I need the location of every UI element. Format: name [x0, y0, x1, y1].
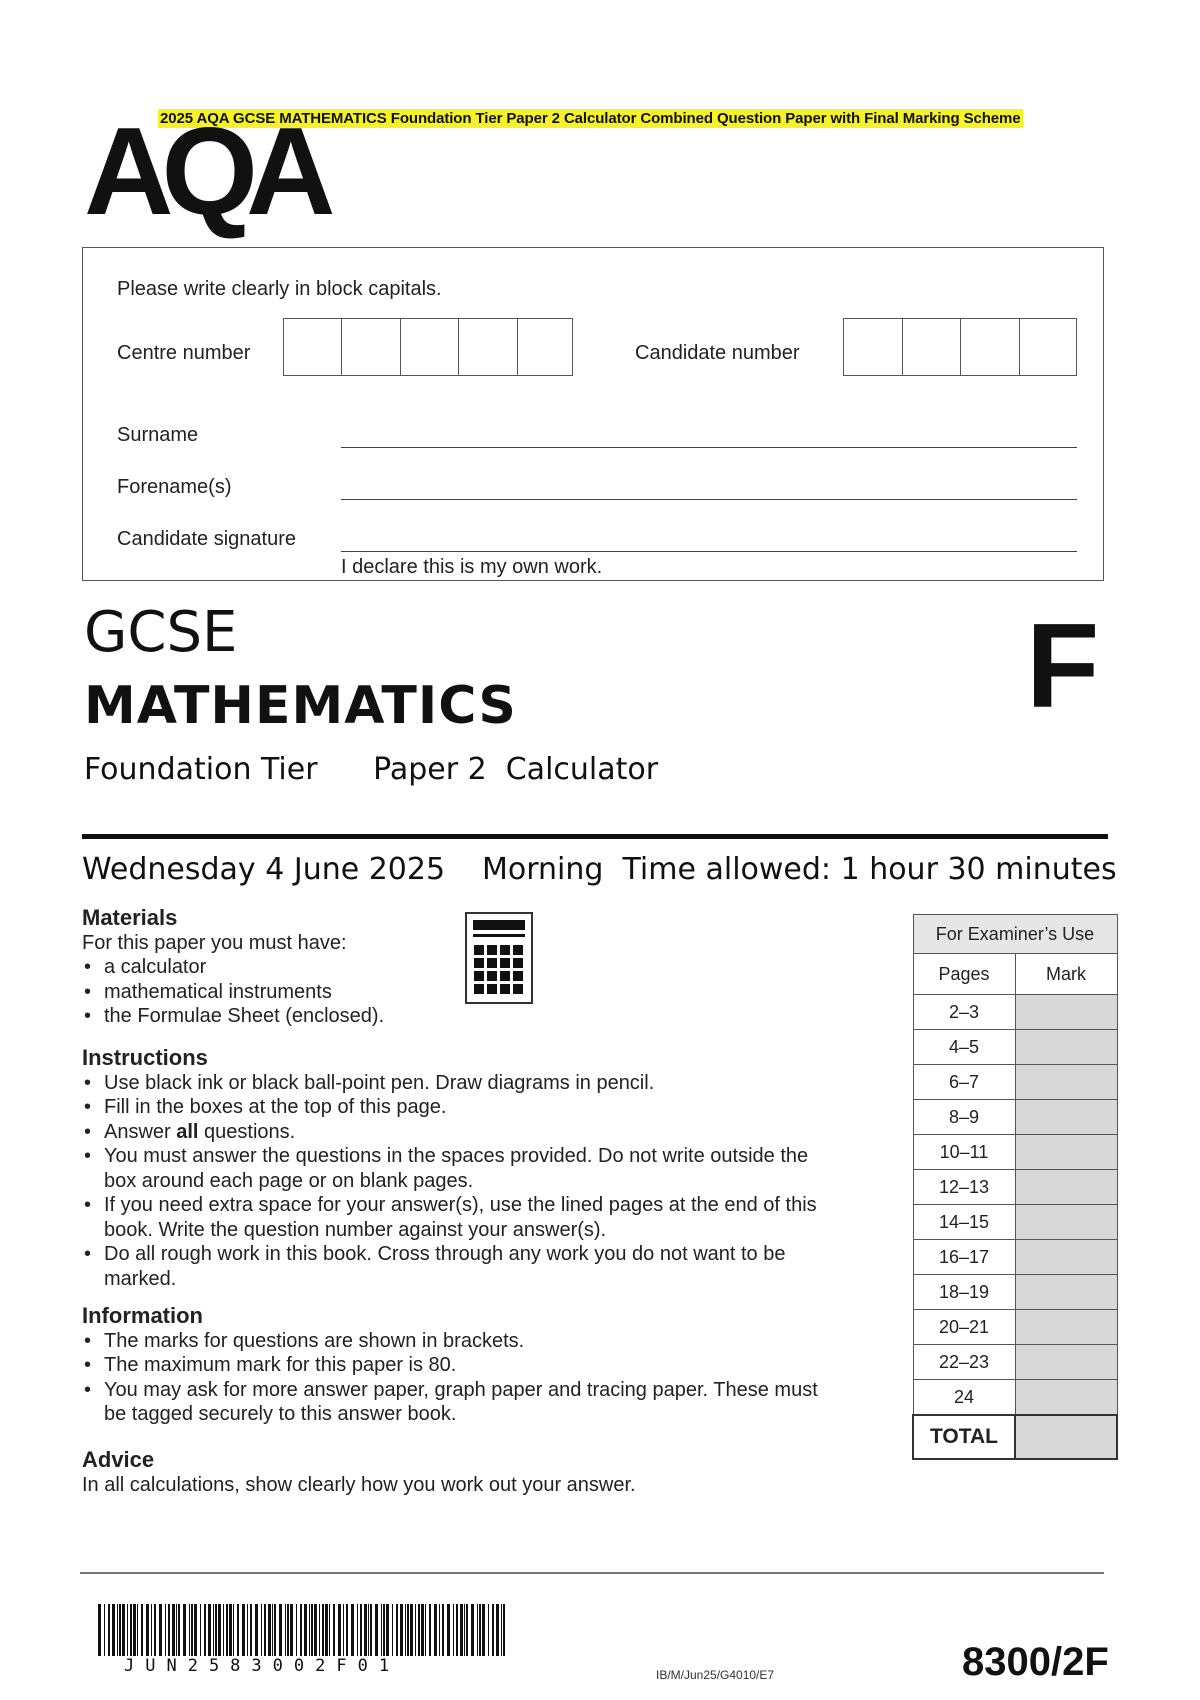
tier-paper-line — [84, 752, 704, 787]
declaration-text: I declare this is my own work. — [341, 556, 603, 578]
mark-cell — [1015, 1030, 1117, 1065]
materials-title: Materials — [82, 905, 178, 930]
qualification-title: GCSE — [84, 600, 238, 665]
instruction-item: • Answer all questions. — [82, 1120, 842, 1145]
mark-cell — [1015, 1310, 1117, 1345]
centre-number-cell[interactable] — [342, 319, 400, 375]
materials-intro: For this paper you must have: — [82, 931, 347, 954]
pages-cell: 22–23 — [913, 1345, 1015, 1380]
advice-section — [82, 1448, 842, 1497]
title-divider — [82, 834, 1108, 839]
examiner-use-table — [912, 914, 1118, 1460]
barcode-text: JUN2583002F01 — [124, 1656, 401, 1676]
aqa-logo: AQA — [84, 103, 324, 241]
candidate-details-box — [82, 247, 1104, 581]
total-mark-cell — [1015, 1415, 1117, 1459]
materials-item: • the Formulae Sheet (enclosed). — [82, 1004, 842, 1029]
subject-title: MATHEMATICS — [84, 676, 517, 736]
session-line — [82, 852, 1117, 887]
mark-cell — [1015, 1240, 1117, 1275]
candidate-number-cell[interactable] — [961, 319, 1020, 375]
tier-letter: F — [1026, 599, 1100, 733]
forenames-line[interactable] — [341, 499, 1077, 500]
pages-cell: 20–21 — [913, 1310, 1015, 1345]
materials-item: • mathematical instruments — [82, 980, 842, 1005]
instruction-item: • Do all rough work in this book. Cross through any work you do not want to be marked. — [82, 1242, 842, 1291]
mark-cell — [1015, 995, 1117, 1030]
materials-section — [82, 906, 842, 1029]
mark-cell — [1015, 1170, 1117, 1205]
examiner-table-title: For Examiner’s Use — [913, 915, 1117, 954]
pages-cell: 6–7 — [913, 1065, 1015, 1100]
forenames-label: Forename(s) — [117, 476, 232, 498]
information-item: • The maximum mark for this paper is 80. — [82, 1353, 842, 1378]
candidate-number-cell[interactable] — [1020, 319, 1077, 375]
information-item: • You may ask for more answer paper, graph paper and tracing paper. These must be tagged securely to this answer book. — [82, 1378, 842, 1427]
total-label: TOTAL — [913, 1415, 1015, 1459]
centre-number-cell[interactable] — [459, 319, 517, 375]
footer-divider — [80, 1572, 1104, 1574]
centre-number-cell[interactable] — [401, 319, 459, 375]
exam-time: Morning Time allowed: 1 hour 30 minutes — [482, 852, 1117, 887]
mark-cell — [1015, 1380, 1117, 1416]
instructions-title: Instructions — [82, 1045, 208, 1070]
mark-cell — [1015, 1065, 1117, 1100]
pages-cell: 14–15 — [913, 1205, 1015, 1240]
instruction-item: • Fill in the boxes at the top of this page. — [82, 1095, 842, 1120]
information-title: Information — [82, 1303, 203, 1328]
instruction-item: • If you need extra space for your answer(s), use the lined pages at the end of this book. Write the question number against your answer(s). — [82, 1193, 842, 1242]
pages-cell: 12–13 — [913, 1170, 1015, 1205]
paper-code: 8300/2F — [962, 1640, 1109, 1684]
pages-cell: 8–9 — [913, 1100, 1015, 1135]
pages-cell: 2–3 — [913, 995, 1015, 1030]
centre-number-field[interactable] — [283, 318, 573, 376]
exam-date: Wednesday 4 June 2025 — [82, 852, 446, 887]
information-item: • The marks for questions are shown in brackets. — [82, 1329, 842, 1354]
calculator-icon — [465, 912, 533, 1004]
paper-label: Paper 2 Calculator — [373, 752, 659, 787]
pages-cell: 16–17 — [913, 1240, 1015, 1275]
document-title-highlight: 2025 AQA GCSE MATHEMATICS Foundation Tier Paper 2 Calculator Combined Question Paper with Final Marking Scheme — [160, 110, 1021, 127]
candidate-number-label: Candidate number — [635, 342, 800, 364]
instructions-section — [82, 1046, 842, 1291]
candidate-number-cell[interactable] — [844, 319, 903, 375]
centre-number-cell[interactable] — [284, 319, 342, 375]
advice-text: In all calculations, show clearly how you work out your answer. — [82, 1473, 636, 1496]
signature-line[interactable] — [341, 551, 1077, 552]
mark-column-header: Mark — [1015, 954, 1117, 995]
centre-number-label: Centre number — [117, 342, 251, 364]
surname-line[interactable] — [341, 447, 1077, 448]
candidate-number-field[interactable] — [843, 318, 1077, 376]
barcode — [98, 1604, 508, 1656]
pages-cell: 10–11 — [913, 1135, 1015, 1170]
mark-cell — [1015, 1275, 1117, 1310]
block-capitals-instruction: Please write clearly in block capitals. — [117, 278, 442, 300]
pages-column-header: Pages — [913, 954, 1015, 995]
candidate-number-cell[interactable] — [903, 319, 962, 375]
materials-item: • a calculator — [82, 955, 842, 980]
mark-cell — [1015, 1205, 1117, 1240]
tier-label: Foundation Tier — [84, 752, 318, 787]
paper-reference: IB/M/Jun25/G4010/E7 — [656, 1668, 775, 1682]
surname-label: Surname — [117, 424, 199, 446]
mark-cell — [1015, 1135, 1117, 1170]
pages-cell: 24 — [913, 1380, 1015, 1416]
mark-cell — [1015, 1100, 1117, 1135]
centre-number-cell[interactable] — [518, 319, 572, 375]
pages-cell: 4–5 — [913, 1030, 1015, 1065]
instruction-item: • Use black ink or black ball-point pen. Draw diagrams in pencil. — [82, 1071, 842, 1096]
information-section — [82, 1304, 842, 1427]
advice-title: Advice — [82, 1447, 155, 1472]
mark-cell — [1015, 1345, 1117, 1380]
pages-cell: 18–19 — [913, 1275, 1015, 1310]
signature-label: Candidate signature — [117, 528, 297, 550]
instruction-item: • You must answer the questions in the spaces provided. Do not write outside the box around each page or on blank pages. — [82, 1144, 842, 1193]
